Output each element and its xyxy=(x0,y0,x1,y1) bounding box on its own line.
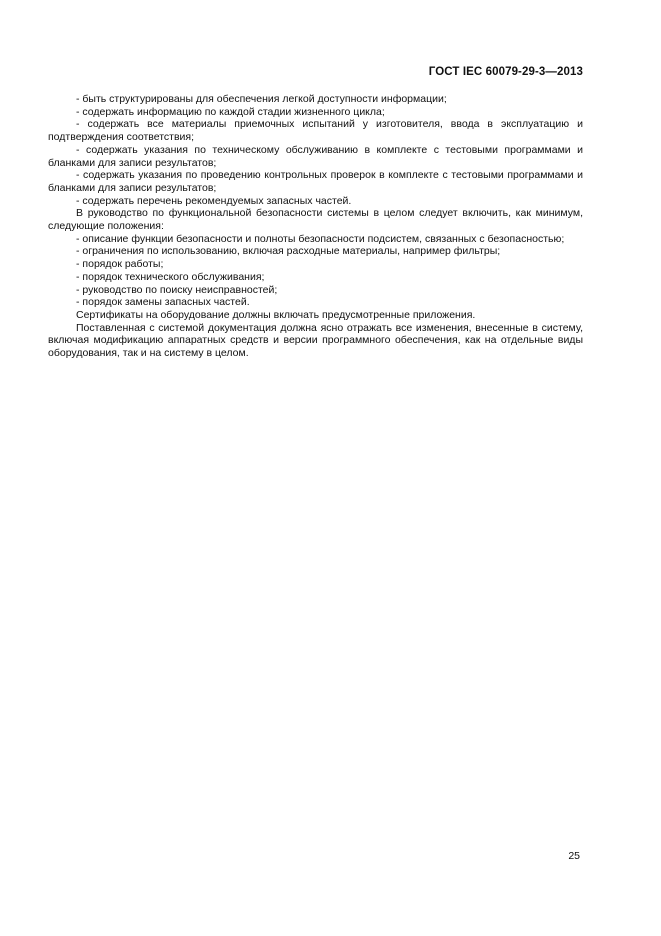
list-item: - порядок работы; xyxy=(76,258,164,271)
page-number: 25 xyxy=(568,850,580,862)
page-header-standard-number: ГОСТ IEC 60079-29-3—2013 xyxy=(428,66,583,78)
list-item: - порядок замены запасных частей. xyxy=(76,296,250,309)
body-paragraph: Сертификаты на оборудование должны включать предусмотренные приложения. xyxy=(76,308,476,321)
list-item: - содержать указания по проведению контрольных проверок в комплекте с тестовыми программами и бланками для записи результатов; xyxy=(48,169,583,194)
list-item: - содержать все материалы приемочных испытаний у изготовителя, ввода в эксплуатацию и подтверждения соответствия; xyxy=(48,118,583,144)
document-body xyxy=(48,93,583,360)
list-item: - быть структурированы для обеспечения легкой доступности информации; xyxy=(76,93,447,105)
body-paragraph: В руководство по функциональной безопасности системы в целом следует включить, как минимум, следующие положения: xyxy=(48,207,583,233)
list-item: - ограничения по использованию, включая расходные материалы, например фильтры; xyxy=(76,245,501,258)
body-paragraph: Поставленная с системой документация должна ясно отражать все изменения, внесенные в систему, включая модификацию аппаратных средств и версии программного обеспечения, как на отдельные виды оборудования, так и на систему в целом. xyxy=(48,321,583,360)
list-item: - содержать перечень рекомендуемых запасных частей. xyxy=(76,194,352,207)
list-item: - порядок технического обслуживания; xyxy=(76,270,265,283)
list-item: - содержать указания по техническому обслуживанию в комплекте с тестовыми программами и бланками для записи результатов; xyxy=(48,143,583,169)
list-item: - руководство по поиску неисправностей; xyxy=(76,283,278,296)
list-item: - описание функции безопасности и полноты безопасности подсистем, связанных с безопасностью; xyxy=(76,232,565,245)
list-item: - содержать информацию по каждой стадии жизненного цикла; xyxy=(76,105,385,118)
